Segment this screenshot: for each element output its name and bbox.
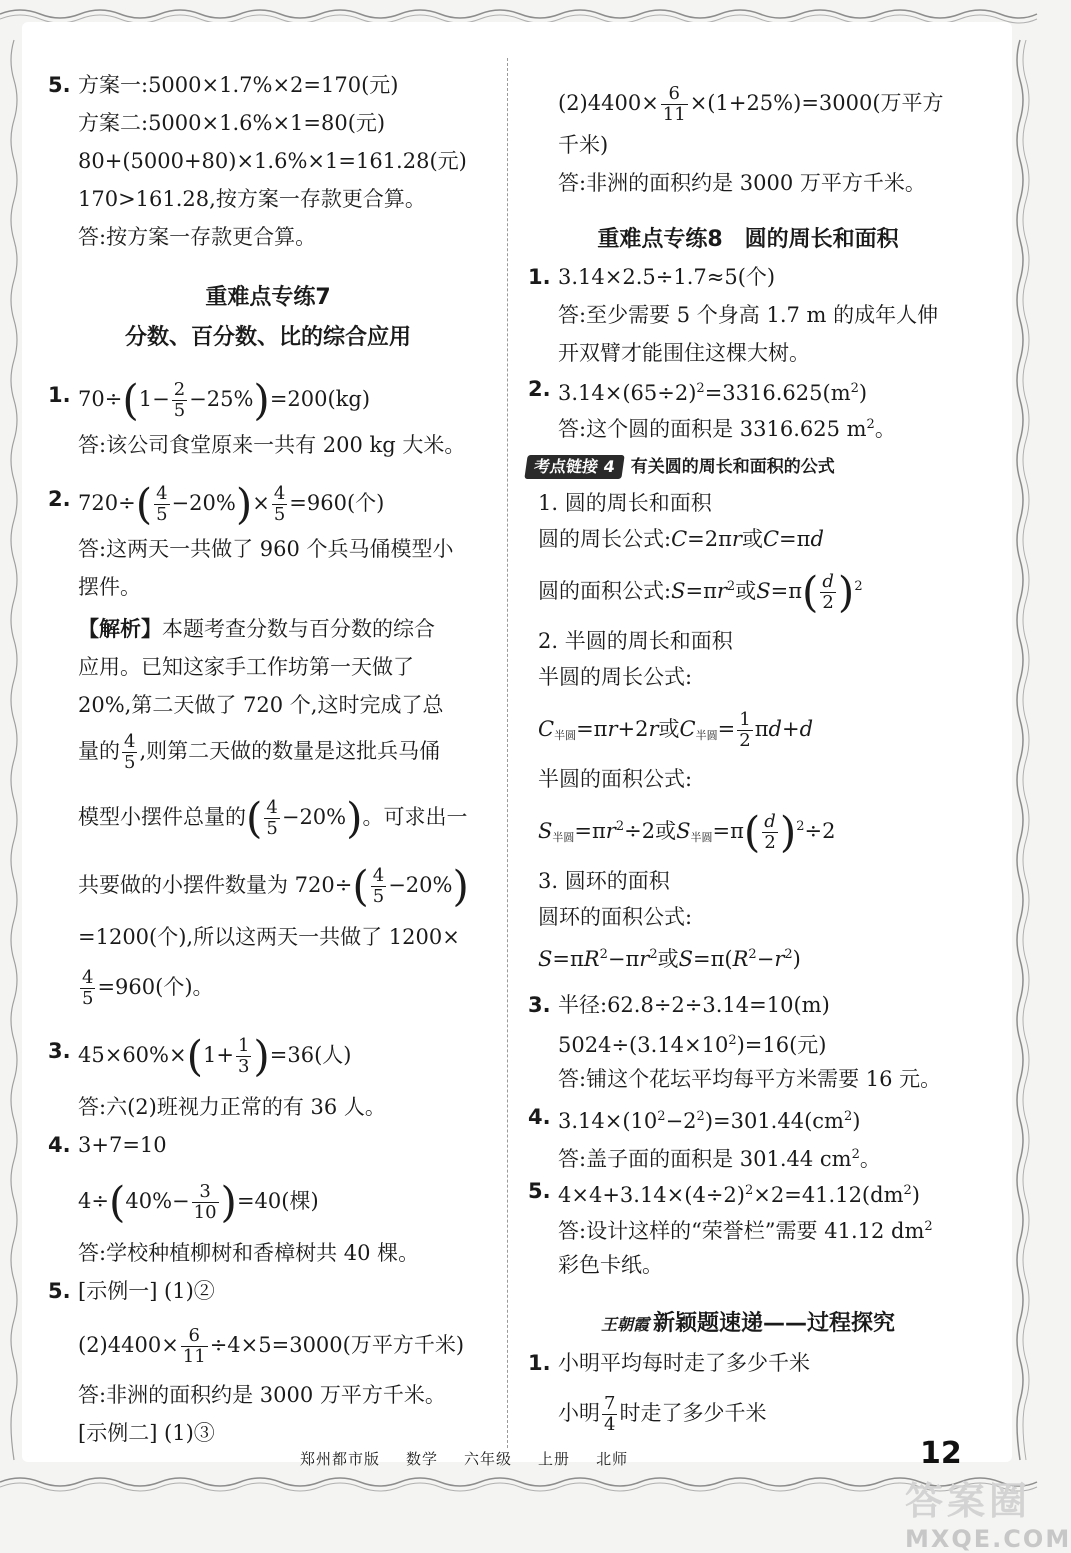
r-q5-answer-line2: 彩色卡纸。 (558, 1253, 663, 1277)
fresh-q1-line1: 小明平均每时走了多少千米 (558, 1351, 810, 1375)
link-s3: 3. 圆环的面积 (538, 869, 670, 893)
q5b-example2: [示例二] (1)③ (78, 1421, 215, 1445)
r-q2-answer: 答:这个圆的面积是 3316.625 $m^2$。 (558, 417, 896, 441)
knowledge-link-title: 有关圆的周长和面积的公式 (630, 457, 835, 477)
fraction: $\frac{2}{5}$ (173, 379, 186, 421)
q4-line1: 3+7=10 (78, 1133, 167, 1157)
page-footer (300, 1448, 654, 1469)
q2-analysis-line6: 共要做的小摆件数量为 720÷( $\frac{4}{5}$ −20%) (78, 861, 469, 911)
r-q3-line1: 半径:62.8÷2÷3.14=10(m) (558, 993, 830, 1017)
link-ring-area: $S=\pi R^2-\pi r^2$或$S=\pi(R^2-r^2)$ (538, 947, 801, 971)
q3-answer: 答:六(2)班视力正常的有 36 人。 (78, 1095, 386, 1119)
link-area-formula: 圆的面积公式$:S=\pi r^2$或S=π( $\frac{d}{2}$ )$^2$ (538, 567, 863, 617)
q2-analysis-line5: 模型小摆件总量的( $\frac{4}{5}$ −20%)。可求出一 (78, 793, 468, 843)
fresh-q1-line2: 小明 $\frac{7}{4}$ 时走了多少千米 (558, 1393, 767, 1435)
q3-number: 3. (48, 1039, 71, 1063)
r-q4-answer: 答:盖子面的面积是 301.44 $cm^2$。 (558, 1147, 881, 1171)
r-q3-number: 3. (528, 993, 551, 1017)
link-s2c: 半圆的面积公式: (538, 767, 693, 791)
q5b-number: 5. (48, 1279, 71, 1303)
link-s2: 2. 半圆的周长和面积 (538, 629, 733, 653)
footer-edition: 郑州都市版 (300, 1450, 381, 1468)
q2-analysis-line3: 20%,第二天做了 720 个,这时完成了总 (78, 693, 444, 717)
q2-analysis-line2: 应用。已知这家手工作坊第一天做了 (78, 655, 414, 679)
fraction: $\frac{4}{5}$ (124, 731, 136, 773)
q2-answer-line2: 摆件。 (78, 575, 141, 599)
link-semicircle-area: $S_{半圆}=\pi r^2\div 2$或$S_{半圆}=\pi$( $\frac{d}{2}$ )$^2$÷2 (538, 807, 836, 857)
fraction: $\frac{6}{11}$ (182, 1325, 206, 1367)
page-border-right (1012, 40, 1034, 1460)
link-semicircle-perimeter: $C_{半圆}=\pi r+2r$或$C_{半圆}=$ $\frac{1}{2}$ πd+d (538, 709, 814, 751)
fraction: $\frac{4}{5}$ (82, 967, 94, 1009)
r-q5-formula: $4\times 4+3.14\times(4\div 2)^2\times 2=41.12(dm^2)$ (558, 1183, 920, 1207)
q5b-formula: (2)4400× $\frac{6}{11}$ ÷4×5=3000(万平方千米) (78, 1325, 465, 1367)
q2-analysis-line7: =1200(个),所以这两天一共做了 1200× (78, 925, 460, 949)
page-border-top (0, 2, 1037, 24)
q2-analysis-line4: 量的 $\frac{4}{5}$ ,则第二天做的数量是这批兵马俑 (78, 731, 441, 773)
fraction: $\frac{4}{5}$ (266, 797, 278, 839)
q5a-answer: 答:按方案一存款更合算。 (78, 225, 317, 249)
q5b-answer: 答:非洲的面积约是 3000 万平方千米。 (78, 1383, 446, 1407)
q1-formula: 70÷(1− $\frac{2}{5}$ −25%)=200(kg) (78, 375, 371, 425)
page-border-bottom (0, 1474, 1037, 1496)
watermark-logo: 答案圈 (905, 1479, 1032, 1523)
q2-number: 2. (48, 487, 71, 511)
q5a-line1: 方案一:5000×1.7%×2=170(元) (78, 73, 399, 97)
knowledge-link-header (526, 450, 835, 482)
r-q5-number: 5. (528, 1179, 551, 1203)
q2-answer-line1: 答:这两天一共做了 960 个兵马俑模型小 (78, 537, 454, 561)
footer-grade: 六年级 (464, 1450, 513, 1468)
q2-formula: 720÷( $\frac{4}{5}$ −20%)× $\frac{4}{5}$ =960(个) (78, 479, 385, 529)
cont-line2: 千米) (558, 133, 609, 157)
fraction: $\frac{3}{10}$ (193, 1181, 217, 1223)
q1-number: 1. (48, 383, 71, 407)
analysis-tag: 【解析】 (78, 617, 162, 641)
q5a-line4: 170>161.28,按方案一存款更合算。 (78, 187, 426, 211)
cont-formula: (2)4400× $\frac{6}{11}$ ×(1+25%)=3000(万平方 (558, 83, 944, 125)
page-number: 12 (920, 1436, 962, 1471)
section8-title: 重难点专练8 圆的周长和面积 (597, 227, 899, 252)
fraction: $\frac{4}{5}$ (273, 483, 286, 525)
link-s3a: 圆环的面积公式: (538, 905, 693, 929)
fraction: $\frac{4}{5}$ (156, 483, 168, 525)
q4-number: 4. (48, 1133, 71, 1157)
r-q5-answer-line1: 答:设计这样的“荣誉栏”需要 41.12 $dm^2$ (558, 1219, 933, 1243)
watermark-url: MXQE.COM (905, 1525, 1071, 1553)
fraction: $\frac{7}{4}$ (604, 1393, 616, 1435)
section7-title: 重难点专练7 (205, 285, 331, 310)
r-q3-line2: $5024\div(3.14\times 10^2)=16$(元) (558, 1033, 827, 1057)
q5a-line3: 80+(5000+80)×1.6%×1=161.28(元) (78, 149, 467, 173)
link-s2a: 半圆的周长公式: (538, 665, 693, 689)
footer-subject: 数学 (406, 1450, 439, 1468)
q2-analysis-line8: $\frac{4}{5}$ =960(个)。 (82, 967, 214, 1009)
q3-formula: 45×60%×(1+ $\frac{1}{3}$ )=36(人) (78, 1031, 352, 1081)
q1-answer: 答:该公司食堂原来一共有 200 kg 大米。 (78, 433, 466, 457)
brand-logo: 王朝霞 (600, 1315, 649, 1334)
footer-volume: 上册 (538, 1450, 571, 1468)
footer-publisher: 北师 (596, 1450, 629, 1468)
fraction: $\frac{4}{5}$ (372, 865, 385, 907)
r-q1-number: 1. (528, 265, 551, 289)
column-divider (507, 58, 508, 1448)
r-q4-number: 4. (528, 1105, 551, 1129)
r-q3-answer: 答:铺这个花坛平均每平方米需要 16 元。 (558, 1067, 942, 1091)
r-q1-answer-line2: 开双臂才能围住这棵大树。 (558, 341, 810, 365)
r-q4-formula: $3.14\times(10^2-2^2)=301.44(cm^2)$ (558, 1109, 861, 1133)
r-q1-answer-line1: 答:至少需要 5 个身高 1.7 m 的成年人伸 (558, 303, 939, 327)
section7-subtitle: 分数、百分数、比的综合应用 (124, 325, 411, 350)
knowledge-link-badge: 考点链接 4 (524, 455, 624, 479)
fraction: $\frac{1}{3}$ (237, 1035, 250, 1077)
fresh-section-title: 王朝霞 新颖题速递——过程探究 (600, 1311, 896, 1336)
q4-formula: 4÷(40%− $\frac{3}{10}$ )=40(棵) (78, 1177, 319, 1227)
cont-answer: 答:非洲的面积约是 3000 万平方千米。 (558, 171, 926, 195)
q5a-number: 5. (48, 73, 71, 97)
q5a-line2: 方案二:5000×1.6%×1=80(元) (78, 111, 386, 135)
q2-analysis-line1: 【解析】本题考查分数与百分数的综合 (78, 617, 435, 641)
q4-answer: 答:学校种植柳树和香樟树共 40 棵。 (78, 1241, 420, 1265)
link-s1: 1. 圆的周长和面积 (538, 491, 712, 515)
r-q2-formula: $3.14\times(65\div 2)^2=3316.625(m^2)$ (558, 381, 868, 405)
r-q2-number: 2. (528, 377, 551, 401)
q5b-example1: [示例一] (1)② (78, 1279, 215, 1303)
r-q1-formula: 3.14×2.5÷1.7≈5(个) (558, 265, 776, 289)
fresh-q1-number: 1. (528, 1351, 551, 1375)
fraction: $\frac{6}{11}$ (662, 83, 686, 125)
link-circumference-formula: 圆的周长公式:C=2πr或C=πd (538, 527, 824, 551)
watermark (905, 1470, 1071, 1553)
